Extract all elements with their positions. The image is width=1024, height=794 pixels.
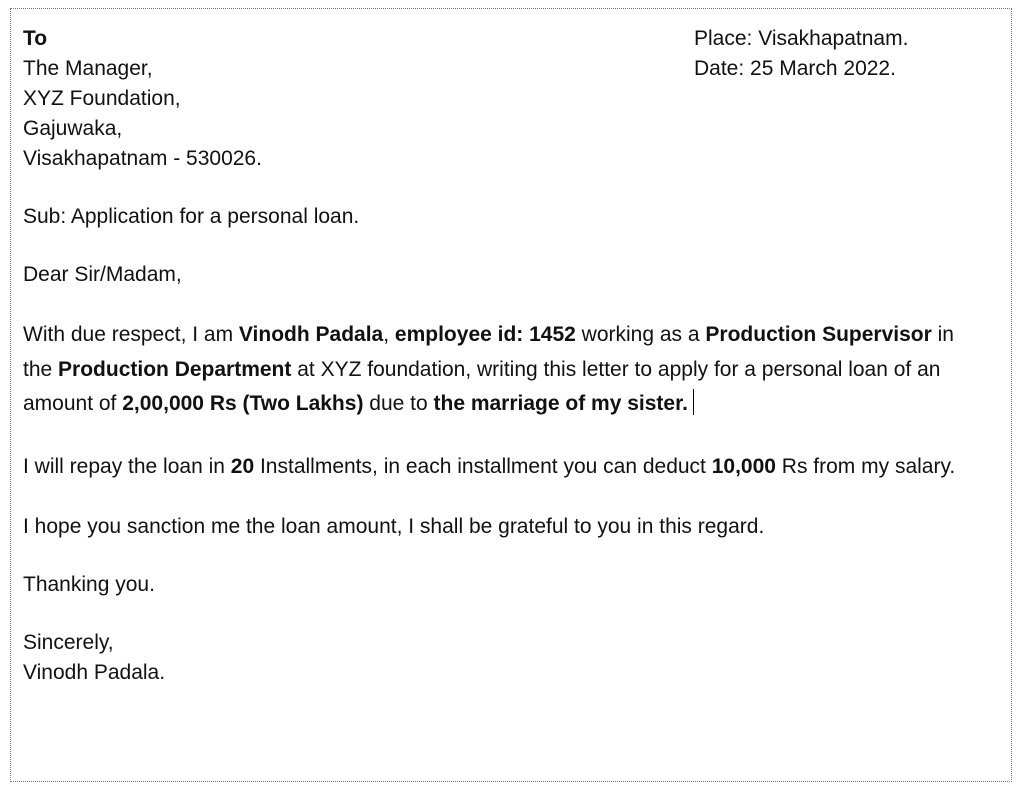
intro-text-1: With due respect, I am — [23, 323, 239, 346]
intro-text-5: at XYZ foundation, writing this letter to apply for a personal loan of an amount of — [23, 357, 941, 415]
salutation: Dear Sir/Madam, — [23, 263, 182, 286]
letter-body — [23, 24, 973, 688]
address-line-2: XYZ Foundation, — [23, 87, 181, 110]
employee-name: Vinodh Padala — [238, 323, 384, 346]
repay-text-2: Installments, in each installment you can deduct — [254, 454, 712, 478]
address-line-3: Gajuwaka, — [23, 117, 123, 140]
closing-line: Sincerely, — [23, 631, 114, 654]
signoff-block — [23, 628, 973, 688]
text-cursor — [693, 389, 694, 415]
intro-text-2: , — [383, 323, 395, 346]
place-line: Place: Visakhapatnam. — [694, 27, 909, 50]
intro-text-4: in the — [23, 323, 954, 381]
paragraph-introduction[interactable] — [23, 318, 973, 422]
employee-department: Production Department — [58, 357, 292, 381]
date-line: Date: 25 March 2022. — [694, 57, 896, 80]
thanks-line: Thanking you. — [23, 573, 155, 596]
loan-reason: the marriage of my sister. — [433, 392, 688, 415]
paragraph-repayment[interactable] — [23, 450, 973, 485]
paragraph-request[interactable]: I hope you sanction me the loan amount, I shall be grateful to you in this regard. — [23, 515, 765, 538]
deduction-amount: 10,000 — [711, 454, 776, 478]
address-line-4: Visakhapatnam - 530026. — [23, 147, 262, 170]
loan-amount: 2,00,000 Rs (Two Lakhs) — [122, 392, 364, 415]
employee-id: employee id: 1452 — [394, 323, 576, 346]
installment-count: 20 — [230, 454, 255, 478]
signature-name: Vinodh Padala. — [23, 661, 166, 684]
to-label: To — [23, 27, 48, 50]
repay-text-3: Rs from my salary. — [775, 454, 956, 478]
repay-text-1: I will repay the loan in — [23, 454, 231, 478]
intro-text-3: working as a — [575, 323, 706, 346]
subject-line: Sub: Application for a personal loan. — [23, 205, 360, 228]
recipient-address — [23, 24, 973, 174]
intro-text-6: due to — [363, 392, 434, 415]
employee-role: Production Supervisor — [705, 323, 932, 346]
address-line-1: The Manager, — [23, 57, 153, 80]
